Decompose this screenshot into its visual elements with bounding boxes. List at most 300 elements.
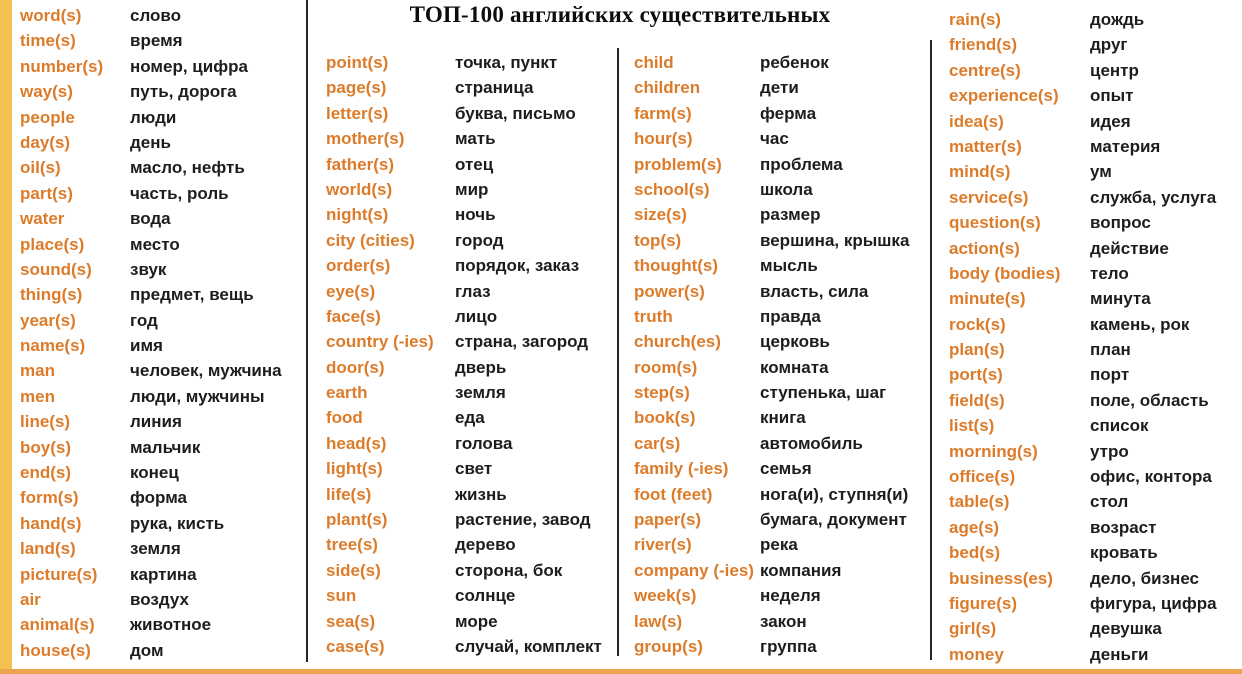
russian-translation: стол bbox=[1090, 492, 1129, 512]
word-row bbox=[949, 286, 1239, 311]
english-word: life(s) bbox=[326, 484, 372, 504]
russian-translation: свет bbox=[455, 459, 493, 479]
russian-translation: часть, роль bbox=[130, 183, 229, 203]
vocab-column-1 bbox=[20, 3, 302, 663]
english-word: paper(s) bbox=[634, 510, 702, 530]
russian-translation: вершина, крышка bbox=[760, 230, 910, 250]
russian-translation: церковь bbox=[760, 332, 830, 352]
russian-translation: дверь bbox=[455, 357, 507, 377]
word-row bbox=[949, 58, 1239, 83]
english-word: field(s) bbox=[949, 390, 1005, 410]
word-row bbox=[326, 532, 614, 557]
russian-translation: отец bbox=[455, 154, 494, 174]
russian-translation: день bbox=[130, 132, 171, 152]
english-word: list(s) bbox=[949, 416, 995, 436]
word-row bbox=[20, 333, 302, 358]
english-word: book(s) bbox=[634, 408, 696, 428]
english-word: business(es) bbox=[949, 568, 1053, 588]
word-row bbox=[326, 253, 614, 278]
word-row bbox=[949, 312, 1239, 337]
vocab-column-3 bbox=[634, 50, 926, 659]
russian-translation: власть, сила bbox=[760, 281, 869, 301]
english-word: church(es) bbox=[634, 332, 721, 352]
english-word: sun bbox=[326, 586, 357, 606]
word-row bbox=[634, 634, 926, 659]
russian-translation: лицо bbox=[455, 306, 498, 326]
english-word: water bbox=[20, 209, 65, 229]
russian-translation: голова bbox=[455, 433, 513, 453]
word-row bbox=[20, 54, 302, 79]
english-word: house(s) bbox=[20, 640, 91, 660]
english-word: picture(s) bbox=[20, 564, 98, 584]
english-word: word(s) bbox=[20, 6, 82, 25]
word-row bbox=[20, 485, 302, 510]
word-row bbox=[949, 337, 1239, 362]
english-word: port(s) bbox=[949, 365, 1003, 385]
english-word: order(s) bbox=[326, 256, 391, 276]
word-row bbox=[634, 152, 926, 177]
english-word: mind(s) bbox=[949, 162, 1011, 182]
russian-translation: год bbox=[130, 310, 158, 330]
english-word: year(s) bbox=[20, 310, 76, 330]
russian-translation: мысль bbox=[760, 256, 818, 276]
word-row bbox=[949, 236, 1239, 261]
word-row bbox=[20, 536, 302, 561]
russian-translation: офис, контора bbox=[1090, 467, 1212, 487]
russian-translation: линия bbox=[130, 412, 182, 432]
word-row bbox=[20, 435, 302, 460]
word-row bbox=[949, 413, 1239, 438]
bottom-accent-strip bbox=[0, 669, 1242, 674]
word-row bbox=[326, 583, 614, 608]
russian-translation: буква, письмо bbox=[455, 103, 576, 123]
word-row bbox=[20, 105, 302, 130]
english-word: door(s) bbox=[326, 357, 385, 377]
russian-translation: комната bbox=[760, 357, 829, 377]
word-row bbox=[634, 431, 926, 456]
english-word: mother(s) bbox=[326, 129, 405, 149]
word-row bbox=[326, 126, 614, 151]
russian-translation: страна, загород bbox=[455, 332, 589, 352]
russian-translation: деньги bbox=[1090, 644, 1149, 664]
word-row bbox=[634, 126, 926, 151]
russian-translation: возраст bbox=[1090, 517, 1157, 537]
word-row bbox=[326, 456, 614, 481]
english-word: end(s) bbox=[20, 463, 71, 483]
russian-translation: ферма bbox=[760, 103, 817, 123]
word-row bbox=[634, 202, 926, 227]
russian-translation: ребенок bbox=[760, 53, 829, 72]
word-row bbox=[326, 380, 614, 405]
english-word: service(s) bbox=[949, 187, 1029, 207]
word-row bbox=[634, 329, 926, 354]
english-word: form(s) bbox=[20, 488, 79, 508]
english-word: rock(s) bbox=[949, 314, 1006, 334]
english-word: group(s) bbox=[634, 636, 703, 656]
word-row bbox=[20, 282, 302, 307]
russian-translation: друг bbox=[1090, 35, 1128, 55]
russian-translation: семья bbox=[760, 459, 812, 479]
word-row bbox=[949, 489, 1239, 514]
word-row bbox=[326, 355, 614, 380]
english-word: plan(s) bbox=[949, 340, 1005, 360]
english-word: week(s) bbox=[634, 586, 697, 606]
russian-translation: солнце bbox=[455, 586, 516, 606]
word-row bbox=[326, 279, 614, 304]
left-accent-strip bbox=[0, 0, 12, 670]
word-row bbox=[20, 206, 302, 231]
russian-translation: дети bbox=[760, 78, 799, 98]
russian-translation: предмет, вещь bbox=[130, 285, 254, 305]
english-word: eye(s) bbox=[326, 281, 376, 301]
word-row bbox=[326, 558, 614, 583]
word-row bbox=[634, 583, 926, 608]
russian-translation: центр bbox=[1090, 60, 1139, 80]
word-row bbox=[634, 304, 926, 329]
russian-translation: дерево bbox=[455, 535, 516, 555]
russian-translation: размер bbox=[760, 205, 821, 225]
russian-translation: мальчик bbox=[130, 437, 201, 457]
vocab-column-2 bbox=[326, 50, 614, 659]
russian-translation: поле, область bbox=[1090, 390, 1209, 410]
russian-translation: список bbox=[1090, 416, 1149, 436]
word-row bbox=[949, 642, 1239, 667]
word-row bbox=[949, 210, 1239, 235]
word-row bbox=[949, 616, 1239, 641]
english-word: farm(s) bbox=[634, 103, 692, 123]
russian-translation: нога(и), ступня(и) bbox=[760, 484, 909, 504]
english-word: room(s) bbox=[634, 357, 698, 377]
word-row bbox=[20, 384, 302, 409]
russian-translation: камень, рок bbox=[1090, 314, 1190, 334]
word-row bbox=[949, 134, 1239, 159]
word-row bbox=[20, 587, 302, 612]
russian-translation: картина bbox=[130, 564, 197, 584]
russian-translation: час bbox=[760, 129, 789, 149]
word-row bbox=[326, 329, 614, 354]
word-row bbox=[326, 634, 614, 659]
word-row bbox=[634, 101, 926, 126]
word-row bbox=[949, 83, 1239, 108]
russian-translation: закон bbox=[760, 611, 807, 631]
word-row bbox=[20, 612, 302, 637]
russian-translation: проблема bbox=[760, 154, 843, 174]
russian-translation: порт bbox=[1090, 365, 1130, 385]
english-word: world(s) bbox=[326, 179, 393, 199]
russian-translation: слово bbox=[130, 6, 182, 25]
english-word: day(s) bbox=[20, 132, 71, 152]
russian-translation: школа bbox=[760, 179, 813, 199]
english-word: foot (feet) bbox=[634, 484, 713, 504]
russian-translation: звук bbox=[130, 259, 167, 279]
russian-translation: растение, завод bbox=[455, 510, 591, 530]
russian-translation: план bbox=[1090, 340, 1131, 360]
word-row bbox=[20, 638, 302, 663]
russian-translation: мир bbox=[455, 179, 489, 199]
russian-translation: море bbox=[455, 611, 498, 631]
word-row bbox=[326, 177, 614, 202]
word-row bbox=[949, 362, 1239, 387]
english-word: office(s) bbox=[949, 467, 1016, 487]
word-row bbox=[949, 464, 1239, 489]
english-word: boy(s) bbox=[20, 437, 71, 457]
english-word: father(s) bbox=[326, 154, 395, 174]
russian-translation: действие bbox=[1090, 238, 1169, 258]
russian-translation: люди, мужчины bbox=[130, 386, 265, 406]
russian-translation: неделя bbox=[760, 586, 821, 606]
word-row bbox=[20, 155, 302, 180]
english-word: face(s) bbox=[326, 306, 381, 326]
english-word: truth bbox=[634, 306, 673, 326]
word-row bbox=[326, 304, 614, 329]
english-word: car(s) bbox=[634, 433, 681, 453]
russian-translation: случай, комплект bbox=[455, 636, 602, 656]
vocab-column-4 bbox=[949, 7, 1239, 667]
english-word: city (cities) bbox=[326, 230, 415, 250]
word-row bbox=[20, 511, 302, 536]
english-word: man bbox=[20, 361, 55, 381]
english-word: people bbox=[20, 107, 75, 127]
english-word: air bbox=[20, 589, 41, 609]
english-word: action(s) bbox=[949, 238, 1020, 258]
english-word: land(s) bbox=[20, 539, 76, 559]
english-word: thought(s) bbox=[634, 256, 719, 276]
russian-translation: вопрос bbox=[1090, 213, 1151, 233]
russian-translation: река bbox=[760, 535, 798, 555]
word-row bbox=[326, 609, 614, 634]
russian-translation: рука, кисть bbox=[130, 513, 225, 533]
word-row bbox=[634, 177, 926, 202]
english-word: animal(s) bbox=[20, 615, 95, 635]
english-word: morning(s) bbox=[949, 441, 1038, 461]
column-divider-3 bbox=[930, 40, 932, 660]
word-row bbox=[949, 515, 1239, 540]
word-row bbox=[949, 32, 1239, 57]
word-row bbox=[326, 405, 614, 430]
word-row bbox=[949, 439, 1239, 464]
english-word: body (bodies) bbox=[949, 263, 1061, 283]
russian-translation: жизнь bbox=[455, 484, 507, 504]
word-row bbox=[326, 101, 614, 126]
english-word: number(s) bbox=[20, 56, 104, 76]
english-word: letter(s) bbox=[326, 103, 389, 123]
russian-translation: утро bbox=[1090, 441, 1129, 461]
russian-translation: точка, пункт bbox=[455, 53, 558, 72]
russian-translation: имя bbox=[130, 336, 163, 356]
russian-translation: минута bbox=[1090, 289, 1151, 309]
russian-translation: тело bbox=[1090, 263, 1129, 283]
word-row bbox=[326, 75, 614, 100]
word-row bbox=[949, 388, 1239, 413]
english-word: head(s) bbox=[326, 433, 387, 453]
english-word: country (-ies) bbox=[326, 332, 434, 352]
word-row bbox=[20, 308, 302, 333]
column-divider-2 bbox=[617, 48, 619, 656]
word-row bbox=[20, 257, 302, 282]
english-word: rain(s) bbox=[949, 10, 1001, 29]
russian-translation: опыт bbox=[1090, 86, 1134, 106]
english-word: school(s) bbox=[634, 179, 710, 199]
word-row bbox=[20, 358, 302, 383]
russian-translation: город bbox=[455, 230, 504, 250]
russian-translation: земля bbox=[130, 539, 181, 559]
english-word: thing(s) bbox=[20, 285, 83, 305]
word-row bbox=[20, 232, 302, 257]
russian-translation: животное bbox=[130, 615, 212, 635]
russian-translation: ступенька, шаг bbox=[760, 383, 887, 403]
english-word: men bbox=[20, 386, 55, 406]
word-row bbox=[634, 609, 926, 634]
word-row bbox=[326, 507, 614, 532]
russian-translation: кровать bbox=[1090, 543, 1158, 563]
english-word: experience(s) bbox=[949, 86, 1059, 106]
english-word: case(s) bbox=[326, 636, 385, 656]
word-row bbox=[949, 159, 1239, 184]
english-word: centre(s) bbox=[949, 60, 1021, 80]
word-row bbox=[634, 456, 926, 481]
russian-translation: путь, дорога bbox=[130, 82, 237, 102]
english-word: night(s) bbox=[326, 205, 389, 225]
russian-translation: вода bbox=[130, 209, 171, 229]
english-word: girl(s) bbox=[949, 619, 997, 639]
russian-translation: еда bbox=[455, 408, 485, 428]
word-row bbox=[634, 355, 926, 380]
word-row bbox=[20, 460, 302, 485]
russian-translation: мать bbox=[455, 129, 496, 149]
word-row bbox=[949, 566, 1239, 591]
russian-translation: дом bbox=[130, 640, 164, 660]
word-row bbox=[634, 279, 926, 304]
russian-translation: ночь bbox=[455, 205, 496, 225]
english-word: hand(s) bbox=[20, 513, 82, 533]
english-word: food bbox=[326, 408, 363, 428]
word-row bbox=[20, 28, 302, 53]
english-word: hour(s) bbox=[634, 129, 693, 149]
english-word: step(s) bbox=[634, 383, 690, 403]
word-row bbox=[949, 109, 1239, 134]
russian-translation: масло, нефть bbox=[130, 158, 245, 178]
russian-translation: компания bbox=[760, 560, 842, 580]
word-row bbox=[949, 540, 1239, 565]
word-row bbox=[326, 482, 614, 507]
word-row bbox=[634, 380, 926, 405]
english-word: minute(s) bbox=[949, 289, 1026, 309]
word-row bbox=[634, 75, 926, 100]
russian-translation: сторона, бок bbox=[455, 560, 563, 580]
russian-translation: порядок, заказ bbox=[455, 256, 580, 276]
russian-translation: конец bbox=[130, 463, 179, 483]
english-word: earth bbox=[326, 383, 368, 403]
russian-translation: форма bbox=[130, 488, 188, 508]
russian-translation: служба, услуга bbox=[1090, 187, 1217, 207]
english-word: money bbox=[949, 644, 1004, 664]
russian-translation: дело, бизнес bbox=[1090, 568, 1200, 588]
word-row bbox=[326, 228, 614, 253]
russian-translation: материя bbox=[1090, 136, 1161, 156]
word-row bbox=[20, 409, 302, 434]
word-row bbox=[949, 591, 1239, 616]
word-row bbox=[634, 482, 926, 507]
word-row bbox=[326, 202, 614, 227]
word-row bbox=[20, 130, 302, 155]
english-word: place(s) bbox=[20, 234, 85, 254]
word-row bbox=[634, 50, 926, 75]
english-word: part(s) bbox=[20, 183, 73, 203]
english-word: bed(s) bbox=[949, 543, 1000, 563]
word-row bbox=[949, 261, 1239, 286]
word-row bbox=[20, 562, 302, 587]
word-row bbox=[949, 185, 1239, 210]
english-word: figure(s) bbox=[949, 593, 1017, 613]
word-row bbox=[949, 7, 1239, 32]
word-row bbox=[20, 3, 302, 28]
english-word: company (-ies) bbox=[634, 560, 754, 580]
russian-translation: фигура, цифра bbox=[1090, 593, 1217, 613]
english-word: oil(s) bbox=[20, 158, 61, 178]
english-word: river(s) bbox=[634, 535, 692, 555]
russian-translation: номер, цифра bbox=[130, 56, 248, 76]
word-row bbox=[634, 558, 926, 583]
russian-translation: дождь bbox=[1090, 10, 1145, 29]
english-word: matter(s) bbox=[949, 136, 1022, 156]
russian-translation: книга bbox=[760, 408, 806, 428]
word-row bbox=[20, 181, 302, 206]
russian-translation: ум bbox=[1090, 162, 1112, 182]
russian-translation: группа bbox=[760, 636, 817, 656]
english-word: children bbox=[634, 78, 701, 98]
english-word: idea(s) bbox=[949, 111, 1004, 131]
russian-translation: время bbox=[130, 31, 183, 51]
english-word: tree(s) bbox=[326, 535, 378, 555]
english-word: table(s) bbox=[949, 492, 1010, 512]
russian-translation: люди bbox=[130, 107, 177, 127]
english-word: question(s) bbox=[949, 213, 1041, 233]
russian-translation: автомобиль bbox=[760, 433, 863, 453]
russian-translation: глаз bbox=[455, 281, 491, 301]
english-word: law(s) bbox=[634, 611, 683, 631]
word-row bbox=[20, 79, 302, 104]
english-word: sound(s) bbox=[20, 259, 92, 279]
english-word: child bbox=[634, 53, 674, 72]
column-divider-1 bbox=[306, 0, 308, 662]
word-row bbox=[634, 507, 926, 532]
word-row bbox=[634, 228, 926, 253]
russian-translation: бумага, документ bbox=[760, 510, 907, 530]
word-row bbox=[326, 431, 614, 456]
russian-translation: правда bbox=[760, 306, 821, 326]
english-word: power(s) bbox=[634, 281, 705, 301]
english-word: line(s) bbox=[20, 412, 71, 432]
russian-translation: идея bbox=[1090, 111, 1131, 131]
word-row bbox=[634, 405, 926, 430]
english-word: way(s) bbox=[20, 82, 73, 102]
english-word: age(s) bbox=[949, 517, 1000, 537]
english-word: family (-ies) bbox=[634, 459, 729, 479]
english-word: time(s) bbox=[20, 31, 76, 51]
english-word: plant(s) bbox=[326, 510, 388, 530]
english-word: problem(s) bbox=[634, 154, 722, 174]
english-word: point(s) bbox=[326, 53, 389, 72]
word-row bbox=[634, 253, 926, 278]
russian-translation: человек, мужчина bbox=[130, 361, 282, 381]
russian-translation: девушка bbox=[1090, 619, 1162, 639]
english-word: top(s) bbox=[634, 230, 682, 250]
english-word: sea(s) bbox=[326, 611, 376, 631]
english-word: friend(s) bbox=[949, 35, 1017, 55]
page-title: ТОП-100 английских существительных bbox=[409, 2, 831, 27]
english-word: light(s) bbox=[326, 459, 383, 479]
english-word: name(s) bbox=[20, 336, 86, 356]
